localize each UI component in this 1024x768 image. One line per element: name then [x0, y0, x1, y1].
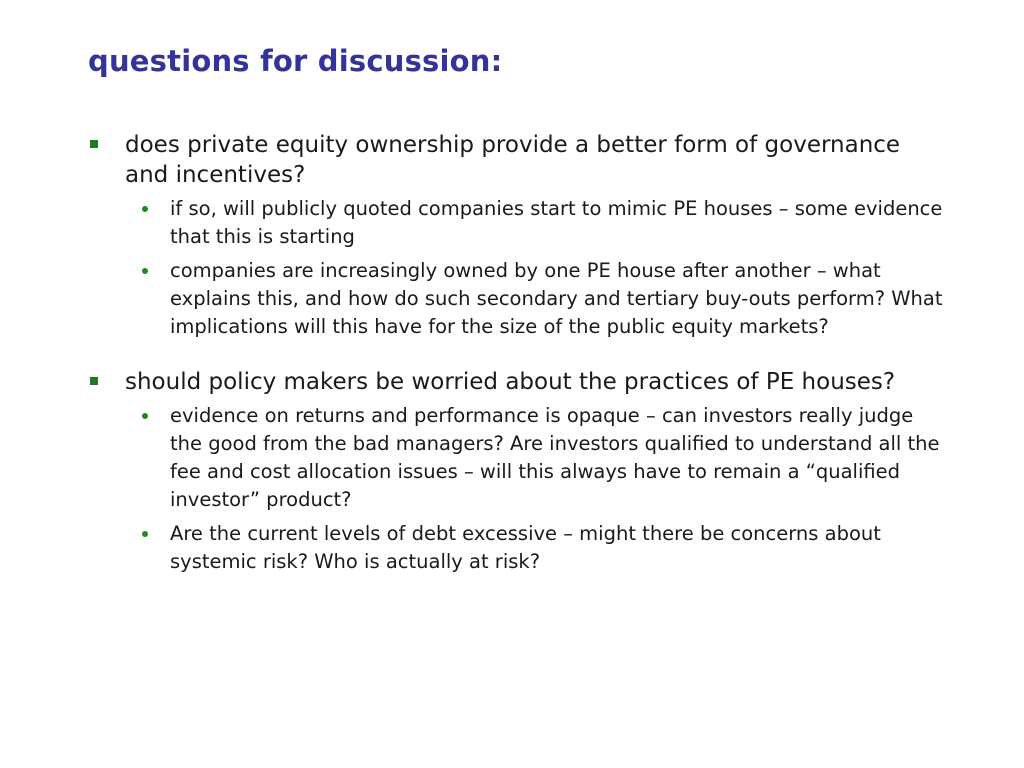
list-item [88, 367, 948, 576]
subpoint-text: Are the current levels of debt excessive – might there be concerns about systemic risk? Who is actually at risk? [170, 522, 881, 573]
square-bullet-icon [90, 140, 98, 148]
dot-bullet-icon [142, 206, 148, 212]
dot-bullet-icon [142, 413, 148, 419]
dot-bullet-icon [142, 268, 148, 274]
sub-list-item [125, 195, 948, 251]
point-text: does private equity ownership provide a better form of governance and incentives? [125, 132, 901, 188]
subpoint-text: evidence on returns and performance is opaque – can investors really judge the good from the bad managers? Are investors qualified to understand all the fee and cost allocation issues – will this always have to remain a “qualified investor” product? [170, 404, 940, 511]
sub-list-item [125, 257, 948, 341]
sub-bullet-list [125, 402, 948, 576]
point-text: should policy makers be worried about the practices of PE houses? [125, 369, 896, 395]
bullet-list [88, 130, 948, 582]
slide-title: questions for discussion: [88, 44, 503, 78]
sub-list-item [125, 402, 948, 514]
list-item [88, 130, 948, 341]
square-bullet-icon [90, 377, 98, 385]
sub-list-item [125, 520, 948, 576]
sub-bullet-list [125, 195, 948, 341]
dot-bullet-icon [142, 531, 148, 537]
subpoint-text: if so, will publicly quoted companies start to mimic PE houses – some evidence that this is starting [170, 197, 943, 248]
subpoint-text: companies are increasingly owned by one PE house after another – what explains this, and how do such secondary and tertiary buy-outs perform? What implications will this have for the size of the public equity markets? [170, 259, 943, 338]
